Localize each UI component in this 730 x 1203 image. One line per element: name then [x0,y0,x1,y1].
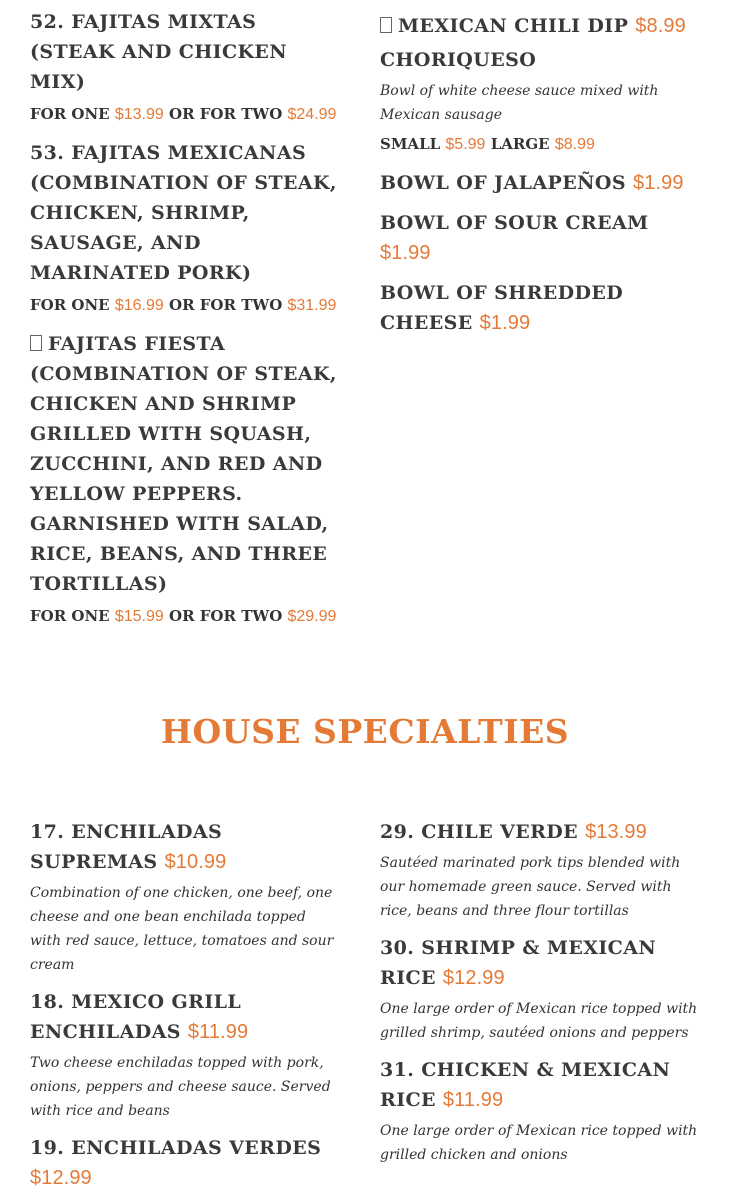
price-label: FOR ONE [30,607,110,625]
item-title: CHORIQUESO [380,49,537,71]
right-column [380,0,700,640]
item-title-line [380,168,700,198]
item-title-line [380,278,700,338]
price-label: OR FOR TWO [169,296,283,314]
pepper-icon [380,17,392,33]
item-title-line [380,817,700,847]
pepper-icon [30,335,42,351]
item-title: FAJITAS FIESTA (COMBINATION OF STEAK, CHICKEN AND SHRIMP GRILLED WITH SQUASH, ZUCCHINI, AND RED AND YELLOW PEPPERS. GARNISHED WITH SALAD, RICE, BEANS, AND THREE TORTILLAS) [30,333,337,595]
item-price: $10.99 [164,851,227,873]
size-label: LARGE [490,135,550,153]
specialties-right-column [380,817,700,1203]
menu-item-chili-dip [380,11,700,41]
item-title: 18. MEXICO GRILL ENCHILADAS [30,991,242,1043]
price-value: $5.99 [445,136,486,153]
menu-item-29 [380,817,700,923]
item-title: 53. FAJITAS MEXICANAS (COMBINATION OF STEAK, CHICKEN, SHRIMP, SAUSAGE, AND MARINATED PORK) [30,142,337,284]
item-title: 52. FAJITAS MIXTAS (STEAK AND CHICKEN MIX) [30,11,288,93]
price-label: OR FOR TWO [169,105,283,123]
item-title-line [380,933,700,993]
item-title: 29. CHILE VERDE [380,821,579,843]
menu-item-31 [380,1055,700,1167]
item-description: Sautéed marinated pork tips blended with our homemade green sauce. Served with rice, beans and three flour tortillas [380,855,681,919]
section-heading: HOUSE SPECIALTIES [160,712,570,751]
item-title: 17. ENCHILADAS SUPREMAS [30,821,223,873]
item-title: MEXICAN CHILI DIP [398,15,629,37]
item-description: One large order of Mexican rice topped with grilled shrimp, sautéed onions and peppers [380,1001,698,1041]
price-value: $15.99 [114,608,164,625]
price-label: FOR ONE [30,105,110,123]
item-price: $8.99 [635,15,686,37]
menu-item-18 [30,987,340,1123]
menu-item-53 [30,138,340,319]
item-title-line [30,1133,340,1193]
left-column [30,0,340,640]
partial-price-line [30,0,340,5]
price-value: $8.99 [554,136,595,153]
menu-item-17 [30,817,340,977]
specialties-left-column [30,817,340,1203]
price-value: $24.99 [287,106,337,123]
item-title: 19. ENCHILADAS VERDES [30,1137,322,1159]
menu-item-30 [380,933,700,1045]
item-price: $1.99 [633,172,684,194]
item-title-line [30,817,340,877]
item-title-wrapper [380,11,700,41]
price-label: FOR ONE [30,296,110,314]
item-title: BOWL OF SOUR CREAM [380,212,649,234]
item-price-line [30,101,340,128]
item-title-line [380,208,700,268]
item-description: Combination of one chicken, one beef, one cheese and one bean enchilada topped with red sauce, lettuce, tomatoes and sour cream [30,885,334,973]
size-label: SMALL [380,135,441,153]
item-price: $1.99 [479,312,531,334]
price-label: OR FOR TWO [169,607,283,625]
item-title-wrapper [30,329,340,599]
partial-size-line [380,0,700,5]
item-title: 31. CHICKEN & MEXICAN RICE [380,1059,671,1111]
house-specialties-section [0,817,730,1203]
item-description: One large order of Mexican rice topped with grilled chicken and onions [380,1123,698,1163]
menu-item-jalapenos [380,168,700,198]
item-title-line [380,1055,700,1115]
price-value: $16.99 [114,297,164,314]
item-price-line [30,292,340,319]
item-description: Two cheese enchiladas topped with pork, onions, peppers and cheese sauce. Served with rice and beans [30,1055,331,1119]
item-title: BOWL OF SHREDDED CHEESE [380,282,624,334]
menu-item-19 [30,1133,340,1193]
item-description: Bowl of white cheese sauce mixed with Mexican sausage [380,83,659,123]
price-value: $13.99 [114,106,164,123]
menu-item-sour-cream [380,208,700,268]
item-price: $11.99 [442,1089,504,1111]
item-price-line [30,603,340,630]
item-price: $12.99 [442,967,505,989]
item-size-line [380,131,700,158]
item-title: BOWL OF JALAPEÑOS [380,172,626,194]
item-price: $13.99 [585,821,647,843]
price-value: $29.99 [287,608,337,625]
menu-item-fajitas-fiesta [30,329,340,630]
item-title-line [30,987,340,1047]
item-price: $12.99 [30,1167,92,1189]
item-price: $11.99 [187,1021,249,1043]
menu-item-52 [30,7,340,128]
menu-item-shredded-cheese [380,278,700,338]
price-value: $31.99 [287,297,337,314]
item-price: $1.99 [380,242,431,264]
menu-item-choriqueso [380,45,700,158]
item-title: 30. SHRIMP & MEXICAN RICE [380,937,657,989]
